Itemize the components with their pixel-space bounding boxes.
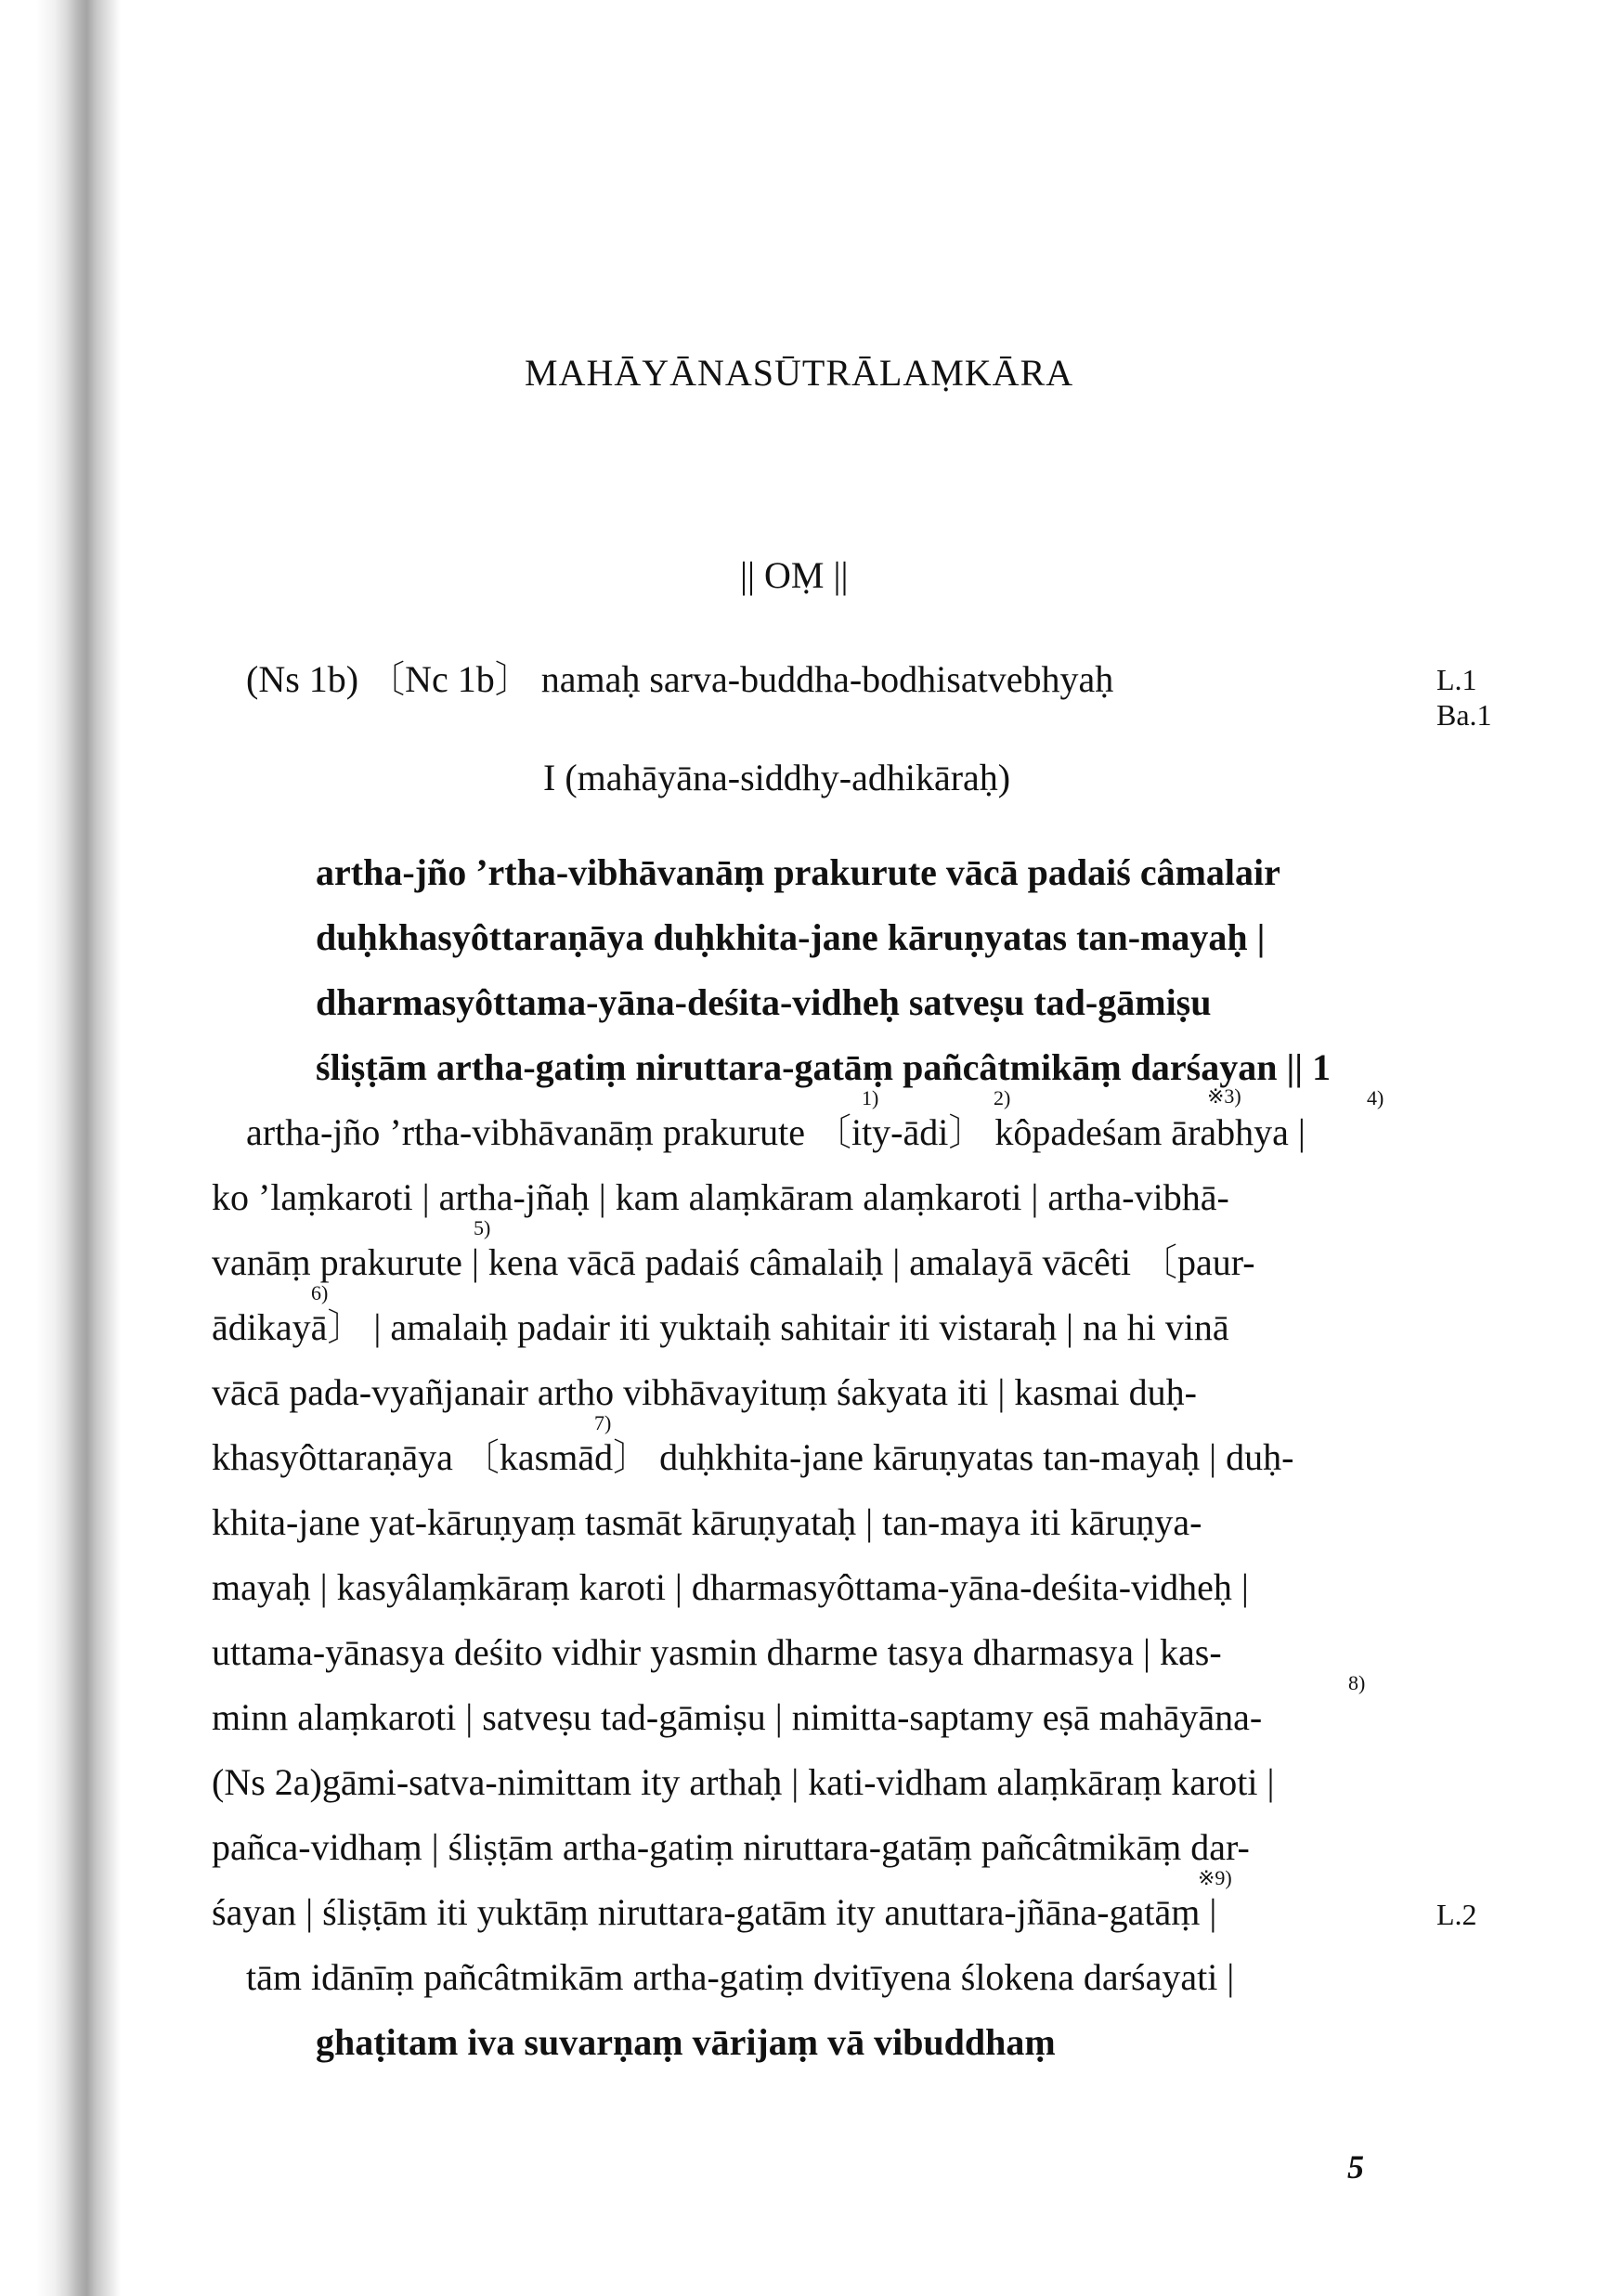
commentary-line: vācā pada-vyañjanair artho vibhāvayituṃ śakyata iti | kasmai duḥ- (212, 1371, 1197, 1413)
commentary-line: khasyôttaraṇāya 〔kasmād〕 duḥkhita-jane kāruṇyatas tan-mayaḥ | duḥ- (212, 1436, 1294, 1478)
commentary-line: ādikayā〕 | amalaiḥ padair iti yuktaiḥ sahitair iti vistaraḥ | na hi vinā (212, 1306, 1229, 1348)
margin-ref-l1: L.1 (1436, 663, 1477, 696)
verse-line: dharmasyôttama-yāna-deśita-vidheḥ satveṣu tad-gāmiṣu (316, 981, 1212, 1023)
footnote-mark: 7) (594, 1411, 612, 1434)
invocation-line: (Ns 1b) 〔Nc 1b〕 namaḥ sarva-buddha-bodhisatvebhyaḥ (246, 658, 1114, 700)
commentary-line: minn alaṃkaroti | satveṣu tad-gāmiṣu | nimitta-saptamy eṣā mahāyāna- (212, 1696, 1263, 1738)
page-number: 5 (1347, 2148, 1364, 2186)
commentary-line: uttama-yānasya deśito vidhir yasmin dharme tasya dharmasya | kas- (212, 1631, 1222, 1673)
commentary-line: śayan | śliṣṭām iti yuktāṃ niruttara-gatām ity anuttara-jñāna-gatāṃ | (212, 1891, 1217, 1933)
commentary-line: mayaḥ | kasyâlaṃkāraṃ karoti | dharmasyôttama-yāna-deśita-vidheḥ | (212, 1566, 1249, 1608)
om-invocation: || OṂ || (740, 554, 849, 596)
commentary-line: ko ’laṃkaroti | artha-jñaḥ | kam alaṃkāram alaṃkaroti | artha-vibhā- (212, 1176, 1229, 1218)
footnote-mark: 4) (1367, 1086, 1384, 1109)
footnote-mark: ※9) (1198, 1866, 1232, 1889)
verse-line: duḥkhasyôttaraṇāya duḥkhita-jane kāruṇyatas tan-mayaḥ | (316, 916, 1266, 958)
footnote-mark: 5) (474, 1216, 491, 1239)
footnote-mark: 1) (862, 1086, 879, 1109)
footnote-mark: 8) (1348, 1671, 1366, 1694)
commentary-line: (Ns 2a)gāmi-satva-nimittam ity arthaḥ | kati-vidham alaṃkāraṃ karoti | (212, 1761, 1275, 1803)
verse-line: śliṣṭām artha-gatiṃ niruttara-gatāṃ pañcâtmikāṃ darśayan || 1 (316, 1046, 1332, 1088)
commentary-line: tām idānīṃ pañcâtmikām artha-gatiṃ dvitīyena ślokena darśayati | (246, 1956, 1235, 1998)
commentary-line: artha-jño ’rtha-vibhāvanāṃ prakurute 〔ity-ādi〕 kôpadeśam ārabhya | (246, 1111, 1306, 1153)
verse-line: ghaṭitam iva suvarṇaṃ vārijaṃ vā vibuddhaṃ (316, 2021, 1056, 2063)
commentary-line: pañca-vidhaṃ | śliṣṭām artha-gatiṃ niruttara-gatāṃ pañcâtmikāṃ dar- (212, 1826, 1250, 1868)
footnote-mark: ※3) (1207, 1084, 1241, 1108)
verse-line: artha-jño ’rtha-vibhāvanāṃ prakurute vācā padaiś câmalair (316, 851, 1280, 893)
commentary-line: vanāṃ prakurute | kena vācā padaiś câmalaiḥ | amalayā vācêti 〔paur- (212, 1241, 1255, 1283)
footnote-mark: 6) (311, 1281, 329, 1304)
page-title: MAHĀYĀNASŪTRĀLAṂKĀRA (525, 352, 1074, 394)
margin-ref-ba1: Ba.1 (1436, 698, 1492, 732)
book-spine-shadow (0, 0, 121, 2296)
footnote-mark: 2) (994, 1086, 1011, 1109)
margin-ref-l2: L.2 (1436, 1898, 1477, 1931)
commentary-line: khita-jane yat-kāruṇyaṃ tasmāt kāruṇyataḥ | tan-maya iti kāruṇya- (212, 1501, 1202, 1543)
chapter-heading: I (mahāyāna-siddhy-adhikāraḥ) (543, 757, 1011, 798)
